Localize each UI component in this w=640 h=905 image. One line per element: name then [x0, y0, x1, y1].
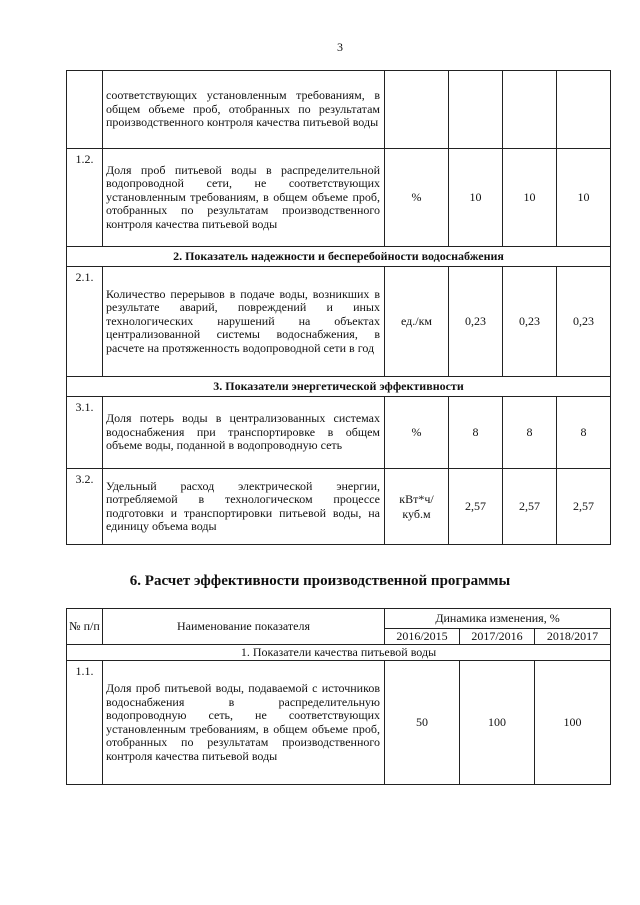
value-cell: 2,57: [503, 469, 557, 545]
value-cell: 0,23: [503, 267, 557, 377]
page-number: 3: [337, 40, 343, 54]
col-name-header: Наименование показателя: [103, 609, 385, 645]
unit-cell: %: [385, 397, 449, 469]
indicators-table: [66, 70, 611, 545]
table-row: [67, 149, 611, 247]
indicator-name: Доля проб питьевой воды в распределительной водопроводной сети, не соответствующих установленным требованиям, в общем объеме проб, отобранных по результатам производственного контроля качества питьевой воды: [103, 149, 385, 247]
row-number: 3.2.: [67, 469, 103, 545]
value-cell: 8: [449, 397, 503, 469]
period-header: 2018/2017: [535, 629, 611, 645]
value-cell: 10: [557, 149, 611, 247]
value-cell: 10: [503, 149, 557, 247]
section-row: 1. Показатели качества питьевой воды: [67, 645, 611, 661]
value-cell: [557, 71, 611, 149]
value-cell: 100: [535, 661, 611, 785]
section-title: 2. Показатель надежности и бесперебойности водоснабжения: [67, 247, 611, 267]
row-number: 3.1.: [67, 397, 103, 469]
value-cell: 50: [385, 661, 460, 785]
section-row: [67, 247, 611, 267]
indicator-name: соответствующих установленным требованиям, в общем объеме проб, отобранных по результатам производственного контроля качества питьевой воды: [103, 71, 385, 149]
value-cell: 8: [503, 397, 557, 469]
table-row: [67, 397, 611, 469]
unit-cell: ед./км: [385, 267, 449, 377]
table-row: [67, 267, 611, 377]
unit-cell: %: [385, 149, 449, 247]
value-cell: 10: [449, 149, 503, 247]
indicator-name: Доля проб питьевой воды, подаваемой с источников водоснабжения в распределительную водопроводную сеть, не соответствующих установленным требованиям, в общем объеме проб, отобранных по результатам производственного контроля качества питьевой воды: [103, 661, 385, 785]
value-cell: 0,23: [557, 267, 611, 377]
efficiency-table: [66, 608, 611, 785]
value-cell: 0,23: [449, 267, 503, 377]
period-header: 2016/2015: [385, 629, 460, 645]
value-cell: 8: [557, 397, 611, 469]
row-number: 1.2.: [67, 149, 103, 247]
unit-cell: кВт*ч/ куб.м: [385, 469, 449, 545]
value-cell: [449, 71, 503, 149]
section-title: 3. Показатели энергетической эффективности: [67, 377, 611, 397]
period-header: 2017/2016: [460, 629, 535, 645]
value-cell: 2,57: [557, 469, 611, 545]
row-number: [67, 71, 103, 149]
value-cell: 100: [460, 661, 535, 785]
section-heading: 6. Расчет эффективности производственной программы: [129, 573, 511, 589]
col-num-header: № п/п: [67, 609, 103, 645]
unit-cell: [385, 71, 449, 149]
dynamics-header: Динамика изменения, %: [385, 609, 611, 629]
indicator-name: Количество перерывов в подаче воды, возникших в результате аварий, повреждений и иных технологических нарушений на объектах централизованной системы водоснабжения, в расчете на протяженность водопроводной сети в год: [103, 267, 385, 377]
indicator-name: Удельный расход электрической энергии, потребляемой в технологическом процессе подготовки и транспортировки питьевой воды, на единицу объема воды: [103, 469, 385, 545]
row-number: 1.1.: [67, 661, 103, 785]
value-cell: 2,57: [449, 469, 503, 545]
table-row: [67, 469, 611, 545]
table-row: [67, 71, 611, 149]
row-number: 2.1.: [67, 267, 103, 377]
section-row: [67, 377, 611, 397]
indicator-name: Доля потерь воды в централизованных системах водоснабжения при транспортировке в общем объеме воды, поданной в водопроводную сеть: [103, 397, 385, 469]
value-cell: [503, 71, 557, 149]
